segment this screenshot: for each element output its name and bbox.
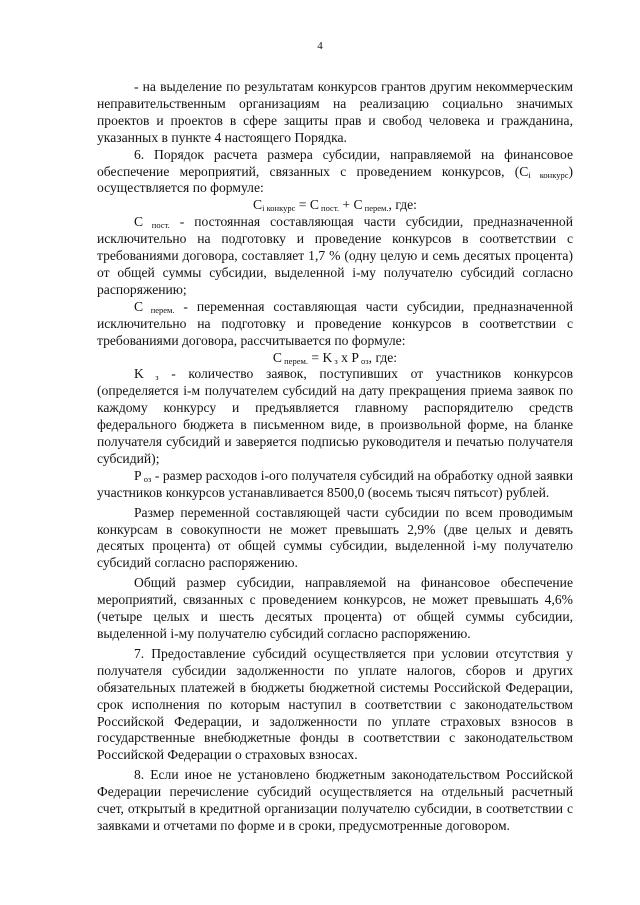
paragraph-applications-count: K $_з$ - количество заявок, поступивших от участников конкурсов (определяется i-м получателем субсидий на дату прекращения приема заявок по каждому конкурсу и предъявляется главному распорядителю средств федерального бюджета в письменном виде, в произвольной форме, на бланке получателя субсидий и заверяется подписью руководителя и печатью получателя субсидий); bbox=[97, 366, 574, 466]
formula-variable-component: C $_{перем.}$ = K $_з$ x P $_{оз}$, где: bbox=[272, 349, 398, 366]
paragraph-variable-component: C $_{перем.}$ - переменная составляющая части субсидии, предназначенной исключительно на подготовку и проведение конкурсов в соответствии с требованиями договора, рассчитывается по формуле: bbox=[97, 298, 573, 348]
paragraph-variable-limit: Размер переменной составляющей части субсидии по всем проводимым конкурсам в совокупности не может превышать 2,9% (две целых и девять десятых процента) от общей суммы субсидии, выделенной i-му получателю субсидий согласно распоряжению. bbox=[97, 504, 573, 571]
page-number: 4 bbox=[317, 40, 323, 52]
paragraph-constant-component: C $_{пост.}$ - постоянная составляющая части субсидии, предназначенной исключительно на подготовку и проведение конкурсов в соответствии с требованиями договора, составляет 1,7 % (одну целую и семь десятых процента) от общей суммы субсидии, выделенной i-му получателю субсидий согласно распоряжению; bbox=[97, 214, 574, 297]
paragraph-7-conditions: 7. Предоставление субсидий осуществляется при условии отсутствия у получателя субсидии задолженности по уплате налогов, сборов и других обязательных платежей в бюджеты бюджетной системы Российской Федерации, срок исполнения по которым наступил в соответствии с законодательством Российской Федерации, и задолженности по уплате страховых взносов в государственные внебюджетные фонды в соответствии с законодательством Российской Федерации о страховых взносах. bbox=[97, 645, 573, 763]
paragraph-processing-cost: P $_{оз}$ - размер расходов i-ого получателя субсидий на обработку одной заявки участников конкурсов устанавливается 8500,0 (восемь тысяч пятьсот) рублей. bbox=[97, 467, 573, 500]
formula-total-subsidy: $C_{i конкурс} = C$ $_{пост.}$ + C $_{перем.}$, где: bbox=[253, 197, 417, 214]
paragraph-6-calculation-order: 6. Порядок расчета размера субсидии, направляемой на финансовое обеспечение мероприятий, связанных с проведением конкурсов, $(C_{i конкурс})$ осуществляется по формуле: bbox=[97, 146, 574, 196]
paragraph-8-transfer: 8. Если иное не установлено бюджетным законодательством Российской Федерации перечисление субсидий осуществляется на отдельный расчетный счет, открытый в кредитной организации получателю субсидии, в соответствии с заявками и отчетами по форме и в сроки, предусмотренные договором. bbox=[97, 767, 573, 833]
document-body bbox=[97, 79, 573, 835]
paragraph-grants-item: - на выделение по результатам конкурсов грантов другим некоммерческим неправительственным организациям на реализацию социально значимых проектов и проектов в сфере защиты прав и свобод человека и гражданина, указанных в пункте 4 настоящего Порядка. bbox=[97, 79, 573, 145]
paragraph-total-limit: Общий размер субсидии, направляемой на финансовое обеспечение мероприятий, связанных с проведением конкурсов, не может превышать 4,6% (четыре целых и шесть десятых процента) от общей суммы субсидии, выделенной i-му получателю субсидий согласно распоряжению. bbox=[97, 575, 573, 641]
